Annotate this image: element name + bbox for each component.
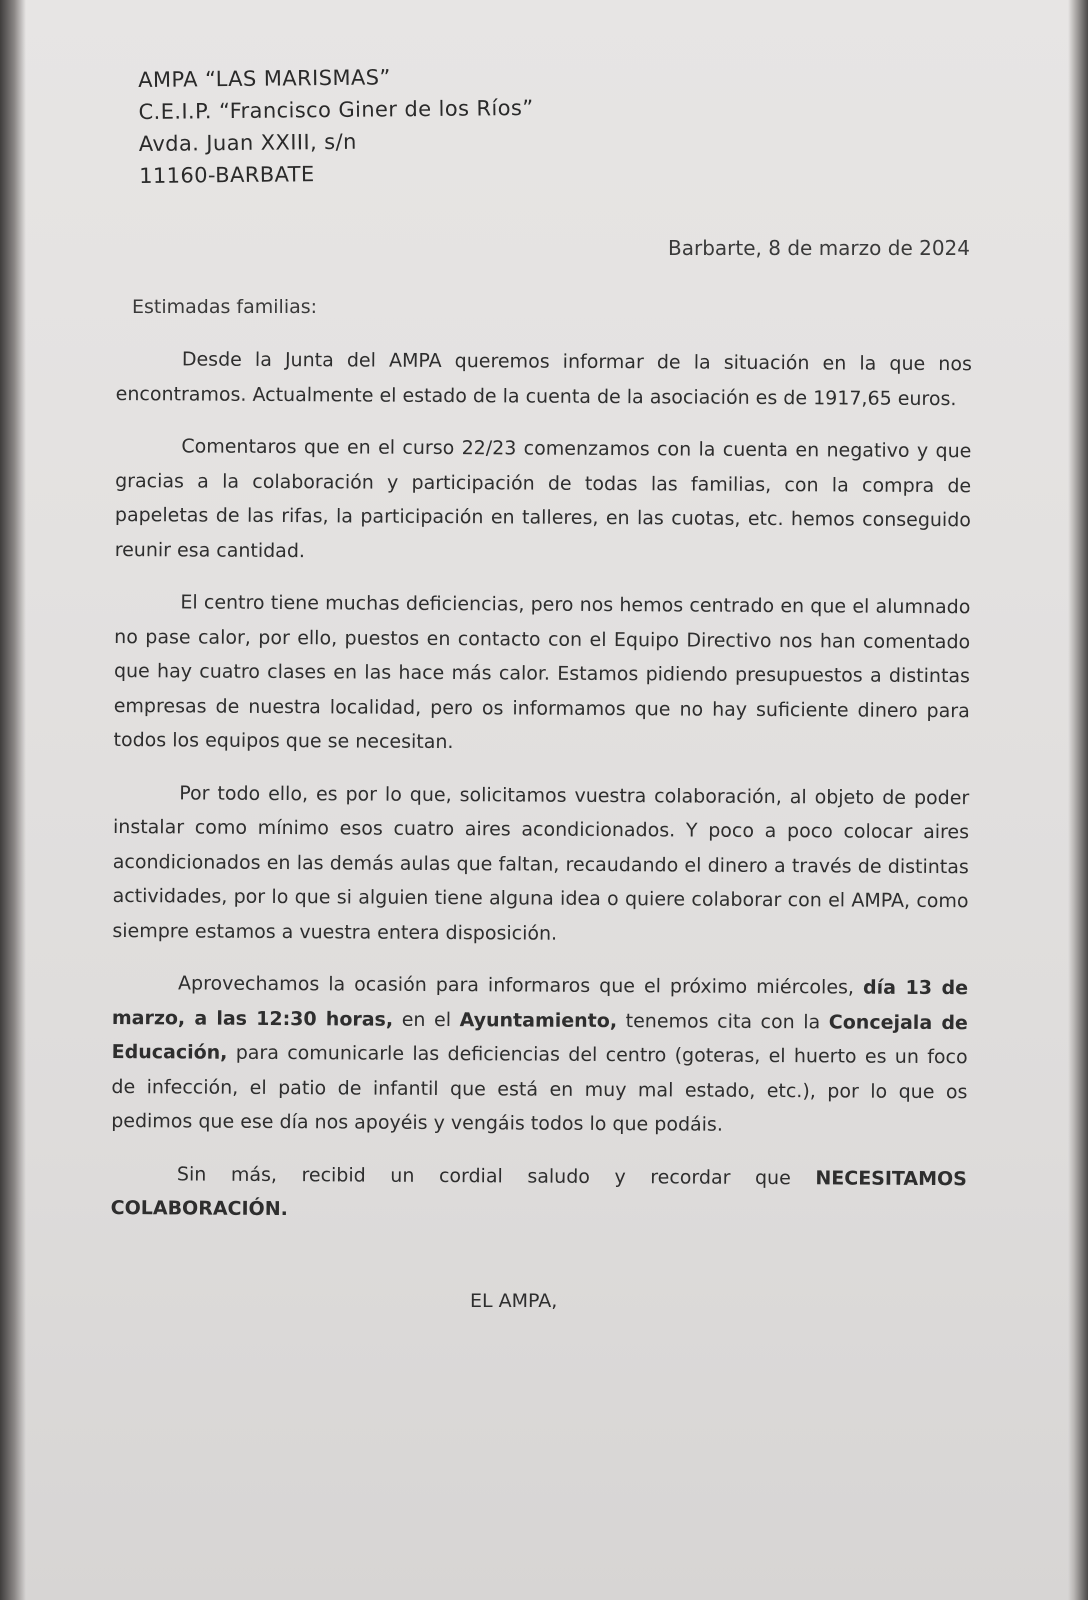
sender-organization: AMPA “LAS MARISMAS” [138,65,391,92]
meeting-date-time: día 13 de marzo, a las 12:30 horas, [111,976,969,1031]
meeting-place: Ayuntamiento, [459,1008,618,1032]
sender-postal-city: 11160-BARBATE [139,162,315,188]
paragraph-collaboration-request: Por todo ello, es por lo que, solicitamos vuestra colaboración, al objeto de poder instalar como mínimo esos cuatro aires acondicionados. Y poco a poco colocar aires acondicionados en las demás aulas que faltan, recaudando el dinero a través de distintas actividades, por lo que si alguien tiene alguna idea o quiere colaborar con el AMPA, como siempre estamos a vuestra entera disposición. [112,781,970,945]
paragraph-course-history: Comentaros que en el curso 22/23 comenzamos con la cuenta en negativo y que gracias a la colaboración y participación de todas las familias, con la compra de papeletas de las rifas, la participación en talleres, en las cuotas, etc. hemos conseguido reunir esa cantidad. [114,435,972,562]
meeting-intro: Aprovechamos la ocasión para informaros que el próximo miércoles, [178,972,864,999]
meeting-rest: para comunicarle las deficiencias del centro (goteras, el huerto es un foco de infección, el patio de infantil que está en muy mal estado, etc.), por lo que os pedimos que ese día nos apoyéis y vengáis todos lo que podáis. [111,1041,968,1136]
meeting-mid: en el [393,1008,460,1031]
paragraph-account-status: Desde la Junta del AMPA queremos informar de la situación en la que nos encontramos. Actualmente el estado de la cuenta de la asociación es de 1917,65 euros. [115,348,972,410]
sender-school: C.E.I.P. “Francisco Giner de los Ríos” [138,95,534,124]
sender-street: Avda. Juan XXIII, s/n [138,129,357,156]
letter-body [110,342,971,1249]
meeting-person: Concejala de Educación, [111,1010,968,1064]
meeting-mid2: tenemos cita con la [617,1009,829,1033]
paragraph-closing [111,1156,967,1230]
letter-date: Barbarte, 8 de marzo de 2024 [668,236,970,260]
sender-address-block [138,60,534,192]
paragraph-meeting-notice [111,966,968,1144]
letter-greeting: Estimadas familias: [132,296,318,318]
closing-emphasis: NECESITAMOS COLABORACIÓN. [110,1166,967,1221]
closing-text: Sin más, recibid un cordial saludo y recordar que [176,1162,816,1189]
paragraph-deficiencies: El centro tiene muchas deficiencias, pero nos hemos centrado en que el alumnado no pase calor, por ello, puestos en contacto con el Equipo Directivo nos han comentado que hay cuatro clases en las hace más calor. Estamos pidiendo presupuestos a distintas empresas de nuestra localidad, pero os informamos que no hay suficiente dinero para todos los equipos que se necesitan. [113,591,971,754]
letter-signature: EL AMPA, [470,1290,558,1312]
photo-shadow-left [0,0,26,1600]
photo-shadow-right [1068,0,1088,1600]
